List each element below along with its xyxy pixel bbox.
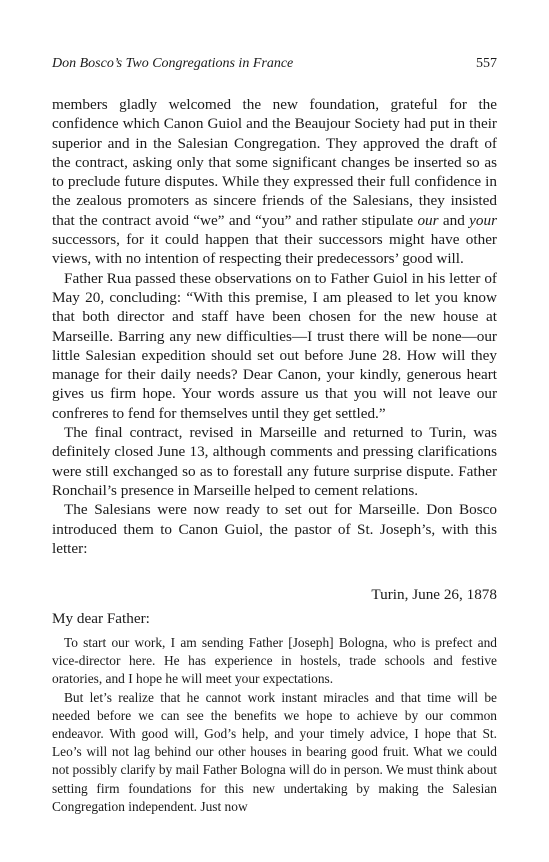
paragraph-1-text-c: successors, for it could happen that their successors might have other views, with no intention of respecting their predecessors’ good will. bbox=[52, 231, 497, 268]
letter-paragraph-1: To start our work, I am sending Father [Joseph] Bologna, who is prefect and vice-director here. He has experience in hostels, trade schools and festive oratories, and I hope he will meet your expectations. bbox=[52, 635, 497, 687]
running-title: Don Bosco’s Two Congregations in France bbox=[52, 56, 294, 71]
paragraph-3: The final contract, revised in Marseille and returned to Turin, was definitely closed June 13, although comments and pressing clarifications were still exchanged so as to forestall any future surprise dispute. Father Ronchail’s presence in Marseille helped to cement relations. bbox=[52, 424, 497, 499]
paragraph-1-text-a: members gladly welcomed the new foundation, grateful for the confidence which Canon Guiol and the Beaujour Society had put in their superior and in the Salesian Congregation. They approved the draft of the contract, asking only that some significant changes be inserted so as to preclude future disputes. While they expressed their full confidence in the zealous promoters as sincere friends of the Salesians, they insisted that the contract avoid “we” and “you” and rather stipulate bbox=[52, 96, 497, 229]
emphasis-our: our bbox=[417, 211, 439, 229]
paragraph-1 bbox=[52, 95, 497, 269]
paragraph-1-text-b: and bbox=[438, 211, 470, 229]
paragraph-2: Father Rua passed these observations on to Father Guiol in his letter of May 20, concluding: “With this premise, I am pleased to let you know that both director and staff have been chosen for the new house at Marseille. Barring any new difficulties—I trust there will be none—our little Salesian expedition should set out before June 28. How will they manage for their daily needs? Dear Canon, your kindly, generous heart gives us firm hope. Your words assure us that you will not leave our confreres to fend for themselves until they get settled.” bbox=[52, 269, 497, 422]
running-header bbox=[52, 56, 497, 72]
body-text bbox=[52, 95, 497, 558]
paragraph-4: The Salesians were now ready to set out for Marseille. Don Bosco introduced them to Canon Guiol, the pastor of St. Joseph’s, with this letter: bbox=[52, 501, 497, 557]
letter-paragraph-2: But let’s realize that he cannot work instant miracles and that time will be needed before we can see the benefits we hope to achieve by our common endeavor. With good will, God’s help, and your timely advice, I hope that St. Leo’s will not lag behind our other houses in bearing good fruit. What we could not possibly clarify by mail Father Bologna will do in person. We must think about setting firm foundations for this new undertaking by making the Salesian Congregation independent. Just now bbox=[52, 689, 497, 814]
letter-body bbox=[52, 634, 497, 816]
emphasis-your: your bbox=[469, 211, 497, 229]
letter-salutation: My dear Father: bbox=[52, 610, 150, 627]
page-number: 557 bbox=[476, 56, 497, 71]
letter-date: Turin, June 26, 1878 bbox=[371, 586, 497, 603]
